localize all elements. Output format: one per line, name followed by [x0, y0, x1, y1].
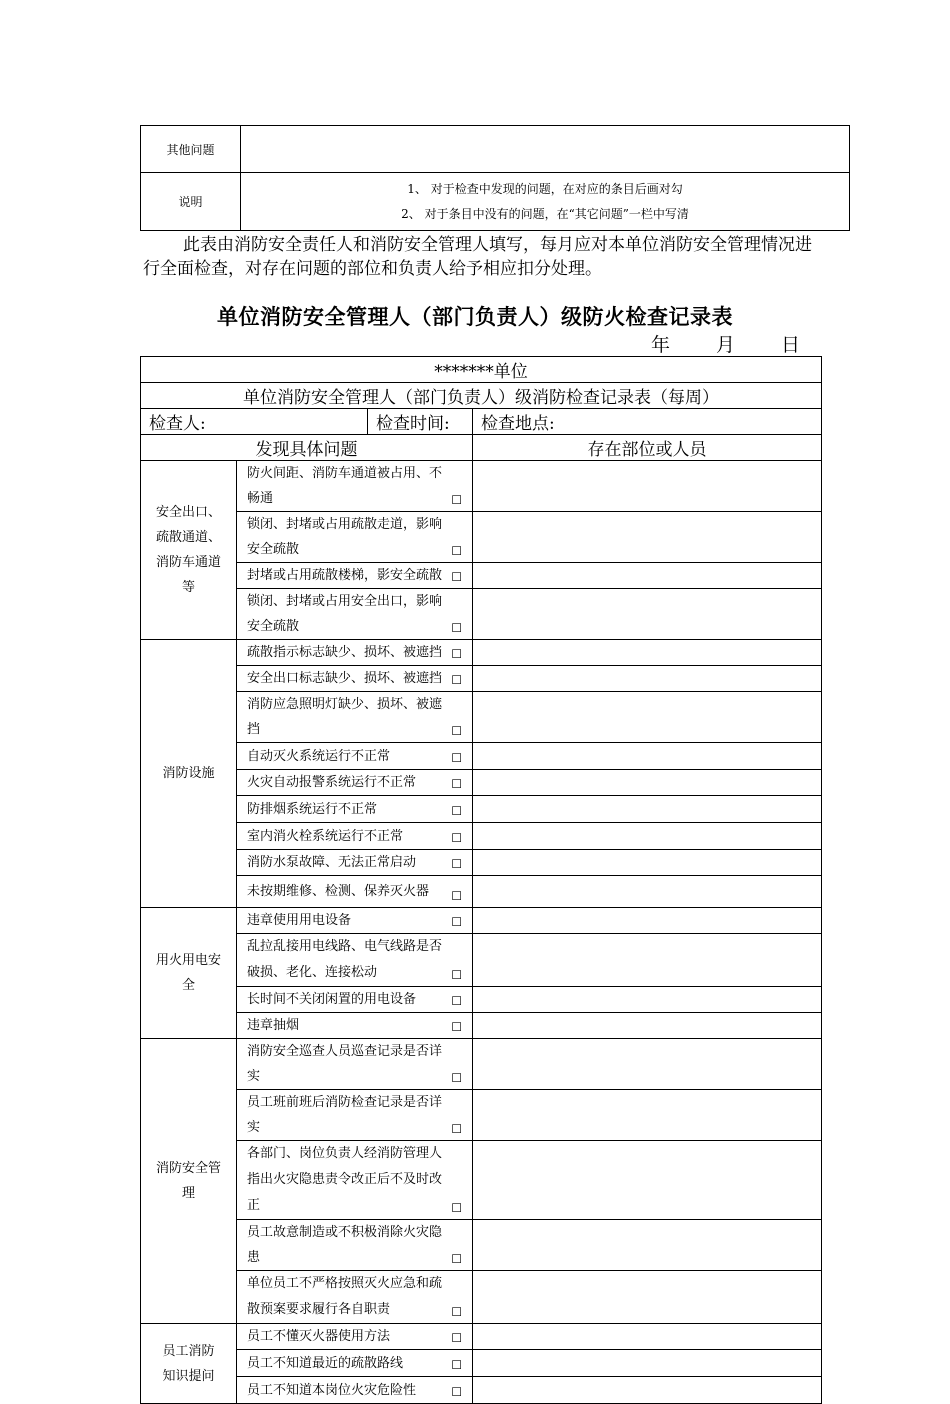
problem-item-text: 锁闭、封堵或占用疏散走道，影响安全疏散: [247, 517, 443, 557]
checkbox-icon[interactable]: ☐: [451, 544, 462, 558]
intro-paragraph: 此表由消防安全责任人和消防安全管理人填写，每月应对本单位消防安全管理情况进行全面检查，对存在问题的部位和负责人给予相应扣分处理。: [143, 235, 812, 279]
problem-item: [237, 512, 473, 563]
location-cell[interactable]: [473, 692, 822, 743]
problem-item: [237, 823, 473, 850]
problem-item-text: 防排烟系统运行不正常: [247, 801, 378, 817]
checkbox-icon[interactable]: ☐: [451, 724, 462, 738]
checkbox-icon[interactable]: ☐: [451, 1385, 462, 1399]
checkbox-icon[interactable]: ☐: [451, 673, 462, 687]
table-row: [141, 1141, 822, 1220]
table-row: [141, 1324, 822, 1350]
other-issues-row: [141, 126, 850, 173]
problem-item: [237, 1220, 473, 1271]
category-cell: 安全出口、疏散通道、消防车通道等: [141, 461, 237, 640]
table-row: [141, 850, 822, 876]
location-cell[interactable]: [473, 934, 822, 987]
category-cell: 消防设施: [141, 640, 237, 908]
problem-item-text: 消防应急照明灯缺少、损坏、被遮挡: [247, 697, 443, 737]
table-row: [141, 1271, 822, 1324]
meta-row: [141, 409, 822, 435]
checkbox-icon[interactable]: ☐: [451, 1020, 462, 1034]
problem-item: [237, 461, 473, 512]
table-row: [141, 934, 822, 987]
col-header-problem: 发现具体问题: [141, 435, 473, 461]
problem-item: [237, 589, 473, 640]
location-cell[interactable]: [473, 461, 822, 512]
checkbox-icon[interactable]: ☐: [451, 994, 462, 1008]
problem-item: [237, 666, 473, 692]
problem-item: [237, 743, 473, 770]
checkbox-icon[interactable]: ☐: [451, 1071, 462, 1085]
table-row: [141, 563, 822, 589]
table-row: [141, 1377, 822, 1404]
category-cell: 用火用电安全: [141, 908, 237, 1039]
location-cell[interactable]: [473, 1013, 822, 1039]
inspection-table: [140, 356, 822, 1404]
date-year: 年: [651, 334, 671, 356]
location-cell[interactable]: [473, 1039, 822, 1090]
checkbox-icon[interactable]: ☐: [451, 889, 462, 903]
time-field[interactable]: 检查时间:: [368, 409, 473, 435]
problem-item: [237, 850, 473, 876]
location-cell[interactable]: [473, 563, 822, 589]
checkbox-icon[interactable]: ☐: [451, 1305, 462, 1319]
location-cell[interactable]: [473, 987, 822, 1013]
checkbox-icon[interactable]: ☐: [451, 751, 462, 765]
subtitle-row: [141, 383, 822, 409]
problem-item-text: 单位员工不严格按照灭火应急和疏散预案要求履行各自职责: [247, 1276, 443, 1317]
date-line: [651, 330, 800, 357]
notes-label: 说明: [141, 173, 241, 231]
checkbox-icon[interactable]: ☐: [451, 968, 462, 982]
form-subtitle: 单位消防安全管理人（部门负责人）级消防检查记录表（每周）: [141, 383, 822, 409]
location-cell[interactable]: [473, 1271, 822, 1324]
checkbox-icon[interactable]: ☐: [451, 831, 462, 845]
note-line-1: 1、 对于检查中发现的问题，在对应的条目后画对勾: [407, 181, 683, 196]
table-row: [141, 1350, 822, 1377]
checkbox-icon[interactable]: ☐: [451, 804, 462, 818]
table-row: [141, 512, 822, 563]
other-issues-label: 其他问题: [141, 126, 241, 173]
location-cell[interactable]: [473, 640, 822, 666]
other-issues-cell[interactable]: [241, 126, 850, 173]
problem-item-text: 室内消火栓系统运行不正常: [247, 828, 404, 844]
table-row: [141, 1090, 822, 1141]
problem-item-text: 员工不知道最近的疏散路线: [247, 1355, 404, 1371]
problem-item-text: 乱拉乱接用电线路、电气线路是否破损、老化、连接松动: [247, 939, 443, 980]
problem-item: [237, 1039, 473, 1090]
table-row: [141, 743, 822, 770]
problem-item-text: 疏散指示标志缺少、损坏、被遮挡: [247, 645, 443, 660]
unit-row: [141, 357, 822, 383]
location-cell[interactable]: [473, 1350, 822, 1377]
location-cell[interactable]: [473, 796, 822, 823]
location-cell[interactable]: [473, 1220, 822, 1271]
page-title: 单位消防安全管理人（部门负责人）级防火检查记录表: [217, 304, 733, 329]
problem-item: [237, 1141, 473, 1220]
checkbox-icon[interactable]: ☐: [451, 777, 462, 791]
problem-item: [237, 770, 473, 796]
col-header-location: 存在部位或人员: [473, 435, 822, 461]
location-cell[interactable]: [473, 1141, 822, 1220]
table-row: [141, 666, 822, 692]
table-row: [141, 823, 822, 850]
checkbox-icon[interactable]: ☐: [451, 493, 462, 507]
unit-name: *******单位: [141, 357, 822, 383]
table-row: [141, 987, 822, 1013]
location-cell[interactable]: [473, 1377, 822, 1404]
problem-item: [237, 1271, 473, 1324]
problem-item: [237, 876, 473, 908]
problem-item: [237, 1350, 473, 1377]
problem-item: [237, 640, 473, 666]
location-field[interactable]: 检查地点:: [473, 409, 822, 435]
location-cell[interactable]: [473, 850, 822, 876]
note-line-2: 2、 对于条目中没有的问题，在“其它问题”一栏中写清: [401, 206, 689, 221]
problem-item-text: 长时间不关闭闲置的用电设备: [247, 992, 417, 1007]
location-cell[interactable]: [473, 770, 822, 796]
table-row: [141, 796, 822, 823]
category-cell: 员工消防知识提问: [141, 1324, 237, 1404]
problem-item-text: 各部门、岗位负责人经消防管理人指出火灾隐患责令改正后不及时改正: [247, 1146, 443, 1213]
checkbox-icon[interactable]: ☐: [451, 1331, 462, 1345]
problem-item: [237, 934, 473, 987]
problem-item: [237, 796, 473, 823]
location-cell[interactable]: [473, 908, 822, 934]
problem-item-text: 违章抽烟: [247, 1018, 300, 1033]
table-row: [141, 876, 822, 908]
column-header-row: [141, 435, 822, 461]
checkbox-icon[interactable]: ☐: [451, 1201, 462, 1215]
location-cell[interactable]: [473, 876, 822, 908]
location-cell[interactable]: [473, 1090, 822, 1141]
table-row: [141, 640, 822, 666]
checkbox-icon[interactable]: ☐: [451, 621, 462, 635]
problem-item-text: 未按期维修、检测、保养灭火器: [247, 884, 430, 899]
problem-item: [237, 1090, 473, 1141]
problem-item: [237, 563, 473, 589]
inspection-rows: [141, 461, 822, 1404]
problem-item-text: 锁闭、封堵或占用安全出口，影响安全疏散: [247, 594, 443, 634]
problem-item-text: 安全出口标志缺少、损坏、被遮挡: [247, 671, 443, 686]
table-row: [141, 770, 822, 796]
date-month: 月: [716, 334, 736, 356]
table-row: [141, 589, 822, 640]
date-day: 日: [781, 334, 801, 356]
problem-item-text: 消防水泵故障、无法正常启动: [247, 855, 417, 870]
notes-row: [141, 173, 850, 231]
table-row: [141, 1220, 822, 1271]
problem-item-text: 员工班前班后消防检查记录是否详实: [247, 1095, 443, 1135]
problem-item-text: 防火间距、消防车通道被占用、不畅通: [247, 466, 443, 506]
location-cell[interactable]: [473, 666, 822, 692]
inspector-field[interactable]: 检查人:: [141, 409, 368, 435]
table-row: [141, 1039, 822, 1090]
checkbox-icon[interactable]: ☐: [451, 1358, 462, 1372]
problem-item: [237, 1377, 473, 1404]
notes-table: [140, 125, 850, 231]
problem-item-text: 封堵或占用疏散楼梯，影安全疏散: [247, 568, 443, 583]
checkbox-icon[interactable]: ☐: [451, 1122, 462, 1136]
problem-item: [237, 1013, 473, 1039]
location-cell[interactable]: [473, 1324, 822, 1350]
problem-item: [237, 908, 473, 934]
problem-item: [237, 1324, 473, 1350]
table-row: [141, 692, 822, 743]
notes-content: [241, 173, 850, 231]
location-cell[interactable]: [473, 589, 822, 640]
checkbox-icon[interactable]: ☐: [451, 1252, 462, 1266]
location-cell[interactable]: [473, 743, 822, 770]
problem-item-text: 员工不懂灭火器使用方法: [247, 1329, 391, 1344]
table-row: [141, 461, 822, 512]
table-row: [141, 908, 822, 934]
checkbox-icon[interactable]: ☐: [451, 857, 462, 871]
problem-item-text: 员工故意制造或不积极消除火灾隐患: [247, 1225, 443, 1265]
location-cell[interactable]: [473, 823, 822, 850]
problem-item-text: 违章使用用电设备: [247, 913, 352, 928]
category-cell: 消防安全管理: [141, 1039, 237, 1324]
problem-item: [237, 692, 473, 743]
location-cell[interactable]: [473, 512, 822, 563]
checkbox-icon[interactable]: ☐: [451, 647, 462, 661]
problem-item-text: 员工不知道本岗位火灾危险性: [247, 1382, 417, 1398]
checkbox-icon[interactable]: ☐: [451, 570, 462, 584]
table-row: [141, 1013, 822, 1039]
problem-item-text: 自动灭火系统运行不正常: [247, 748, 391, 764]
problem-item-text: 消防安全巡查人员巡查记录是否详实: [247, 1044, 443, 1084]
checkbox-icon[interactable]: ☐: [451, 915, 462, 929]
problem-item: [237, 987, 473, 1013]
problem-item-text: 火灾自动报警系统运行不正常: [247, 775, 417, 790]
